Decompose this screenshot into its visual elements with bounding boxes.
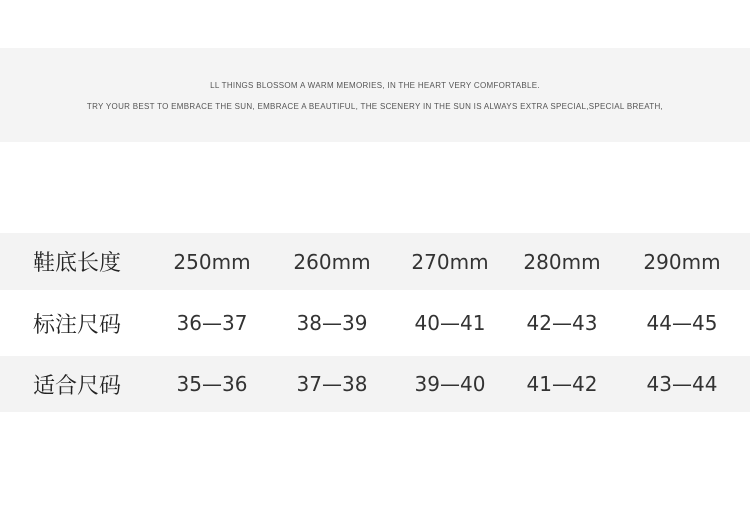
table-row-labeled-size [0,290,750,356]
row-header: 鞋底长度 [33,251,122,276]
table-cell: 38—39 [296,311,368,335]
row-header: 标注尺码 [33,312,122,338]
table-cell: 39—40 [414,372,486,396]
size-chart-table [0,233,750,412]
table-row-sole-length [0,233,750,290]
table-cell: 36—37 [176,311,248,335]
table-cell: 250mm [173,249,251,274]
table-cell: 260mm [293,249,371,274]
table-cell: 280mm [523,249,601,274]
table-cell: 40—41 [414,311,486,335]
slogan-line-1: LL THINGS BLOSSOM A WARM MEMORIES, IN THE HEART VERY COMFORTABLE. [210,81,540,90]
row-header: 适合尺码 [33,373,122,399]
table-cell: 43—44 [646,372,718,396]
table-cell: 41—42 [526,372,598,396]
slogan-banner [0,48,750,142]
table-row-fit-size [0,356,750,412]
table-cell: 35—36 [176,372,248,396]
table-cell: 37—38 [296,372,368,396]
table-cell: 44—45 [646,311,718,335]
slogan-line-2: TRY YOUR BEST TO EMBRACE THE SUN, EMBRACE A BEAUTIFUL, THE SCENERY IN THE SUN IS ALWAYS EXTRA SPECIAL,SPECIAL BREATH, [86,102,664,111]
table-cell: 270mm [411,249,489,274]
table-cell: 42—43 [526,311,598,335]
table-cell: 290mm [643,249,721,274]
